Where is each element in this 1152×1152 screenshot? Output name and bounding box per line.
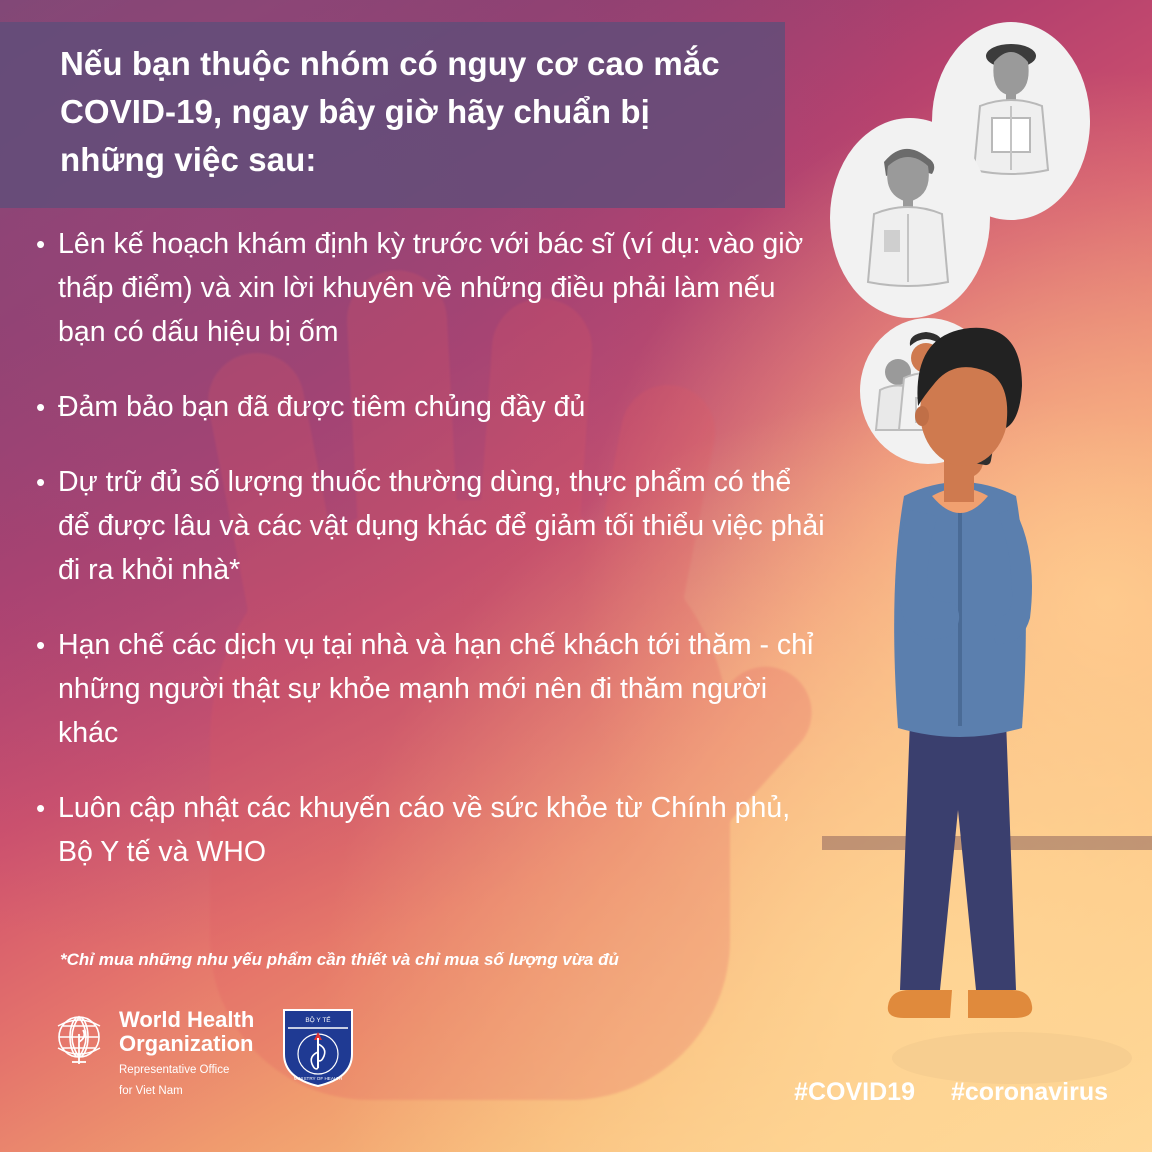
who-emblem-icon (48, 1008, 110, 1070)
hashtag-covid19: #COVID19 (794, 1078, 915, 1106)
main-figure-illustration (792, 300, 1122, 1100)
who-office-line2: for Viet Nam (119, 1085, 183, 1098)
who-name-line1: World Health (119, 1007, 255, 1032)
bullet-list (36, 222, 826, 905)
who-office-line1: Representative Office (119, 1063, 230, 1076)
list-item-text: Dự trữ đủ số lượng thuốc thường dùng, thực phẩm có thể để được lâu và các vật dụng khác để giảm tối thiểu việc phải đi ra khỏi nhà* (58, 466, 825, 586)
list-item (36, 222, 826, 354)
header-band (0, 22, 785, 208)
list-item (36, 623, 826, 755)
svg-text:MINISTRY OF HEALTH: MINISTRY OF HEALTH (293, 1076, 343, 1081)
list-item-text: Hạn chế các dịch vụ tại nhà và hạn chế khách tới thăm - chỉ những người thật sự khỏe mạnh mới nên đi thăm người khác (58, 629, 814, 749)
bullet-marker-icon: • (36, 392, 46, 422)
list-item-text: Luôn cập nhật các khuyến cáo về sức khỏe từ Chính phủ, Bộ Y tế và WHO (58, 792, 791, 868)
who-logo (48, 1008, 254, 1099)
list-item-text: Đảm bảo bạn đã được tiêm chủng đầy đủ (58, 391, 586, 423)
page-title: Nếu bạn thuộc nhóm có nguy cơ cao mắc COVID-19, ngay bây giờ hãy chuẩn bị những việc sau: (60, 45, 720, 178)
list-item (36, 460, 826, 592)
list-item-text: Lên kế hoạch khám định kỳ trước với bác sĩ (ví dụ: vào giờ thấp điểm) và xin lời khuyên về những điều phải làm nếu bạn có dấu hiệu bị ốm (58, 228, 804, 348)
bullet-marker-icon: • (36, 229, 46, 259)
list-item (36, 385, 826, 429)
person-in-bubble-icon (830, 118, 990, 318)
bullet-marker-icon: • (36, 467, 46, 497)
who-name-line2: Organization (119, 1030, 254, 1056)
list-item (36, 786, 826, 874)
hashtags (794, 1078, 1108, 1107)
ministry-of-health-logo-icon (280, 1006, 356, 1090)
svg-text:BỘ Y TẾ: BỘ Y TẾ (305, 1017, 331, 1024)
bullet-marker-icon: • (36, 793, 46, 823)
who-logo-text (119, 1008, 254, 1099)
footnote: *Chỉ mua những nhu yếu phẩm cần thiết và chỉ mua số lượng vừa đủ (60, 950, 619, 969)
thought-bubble-left (830, 118, 990, 318)
bullet-marker-icon: • (36, 630, 46, 660)
hashtag-coronavirus: #coronavirus (950, 1078, 1108, 1106)
